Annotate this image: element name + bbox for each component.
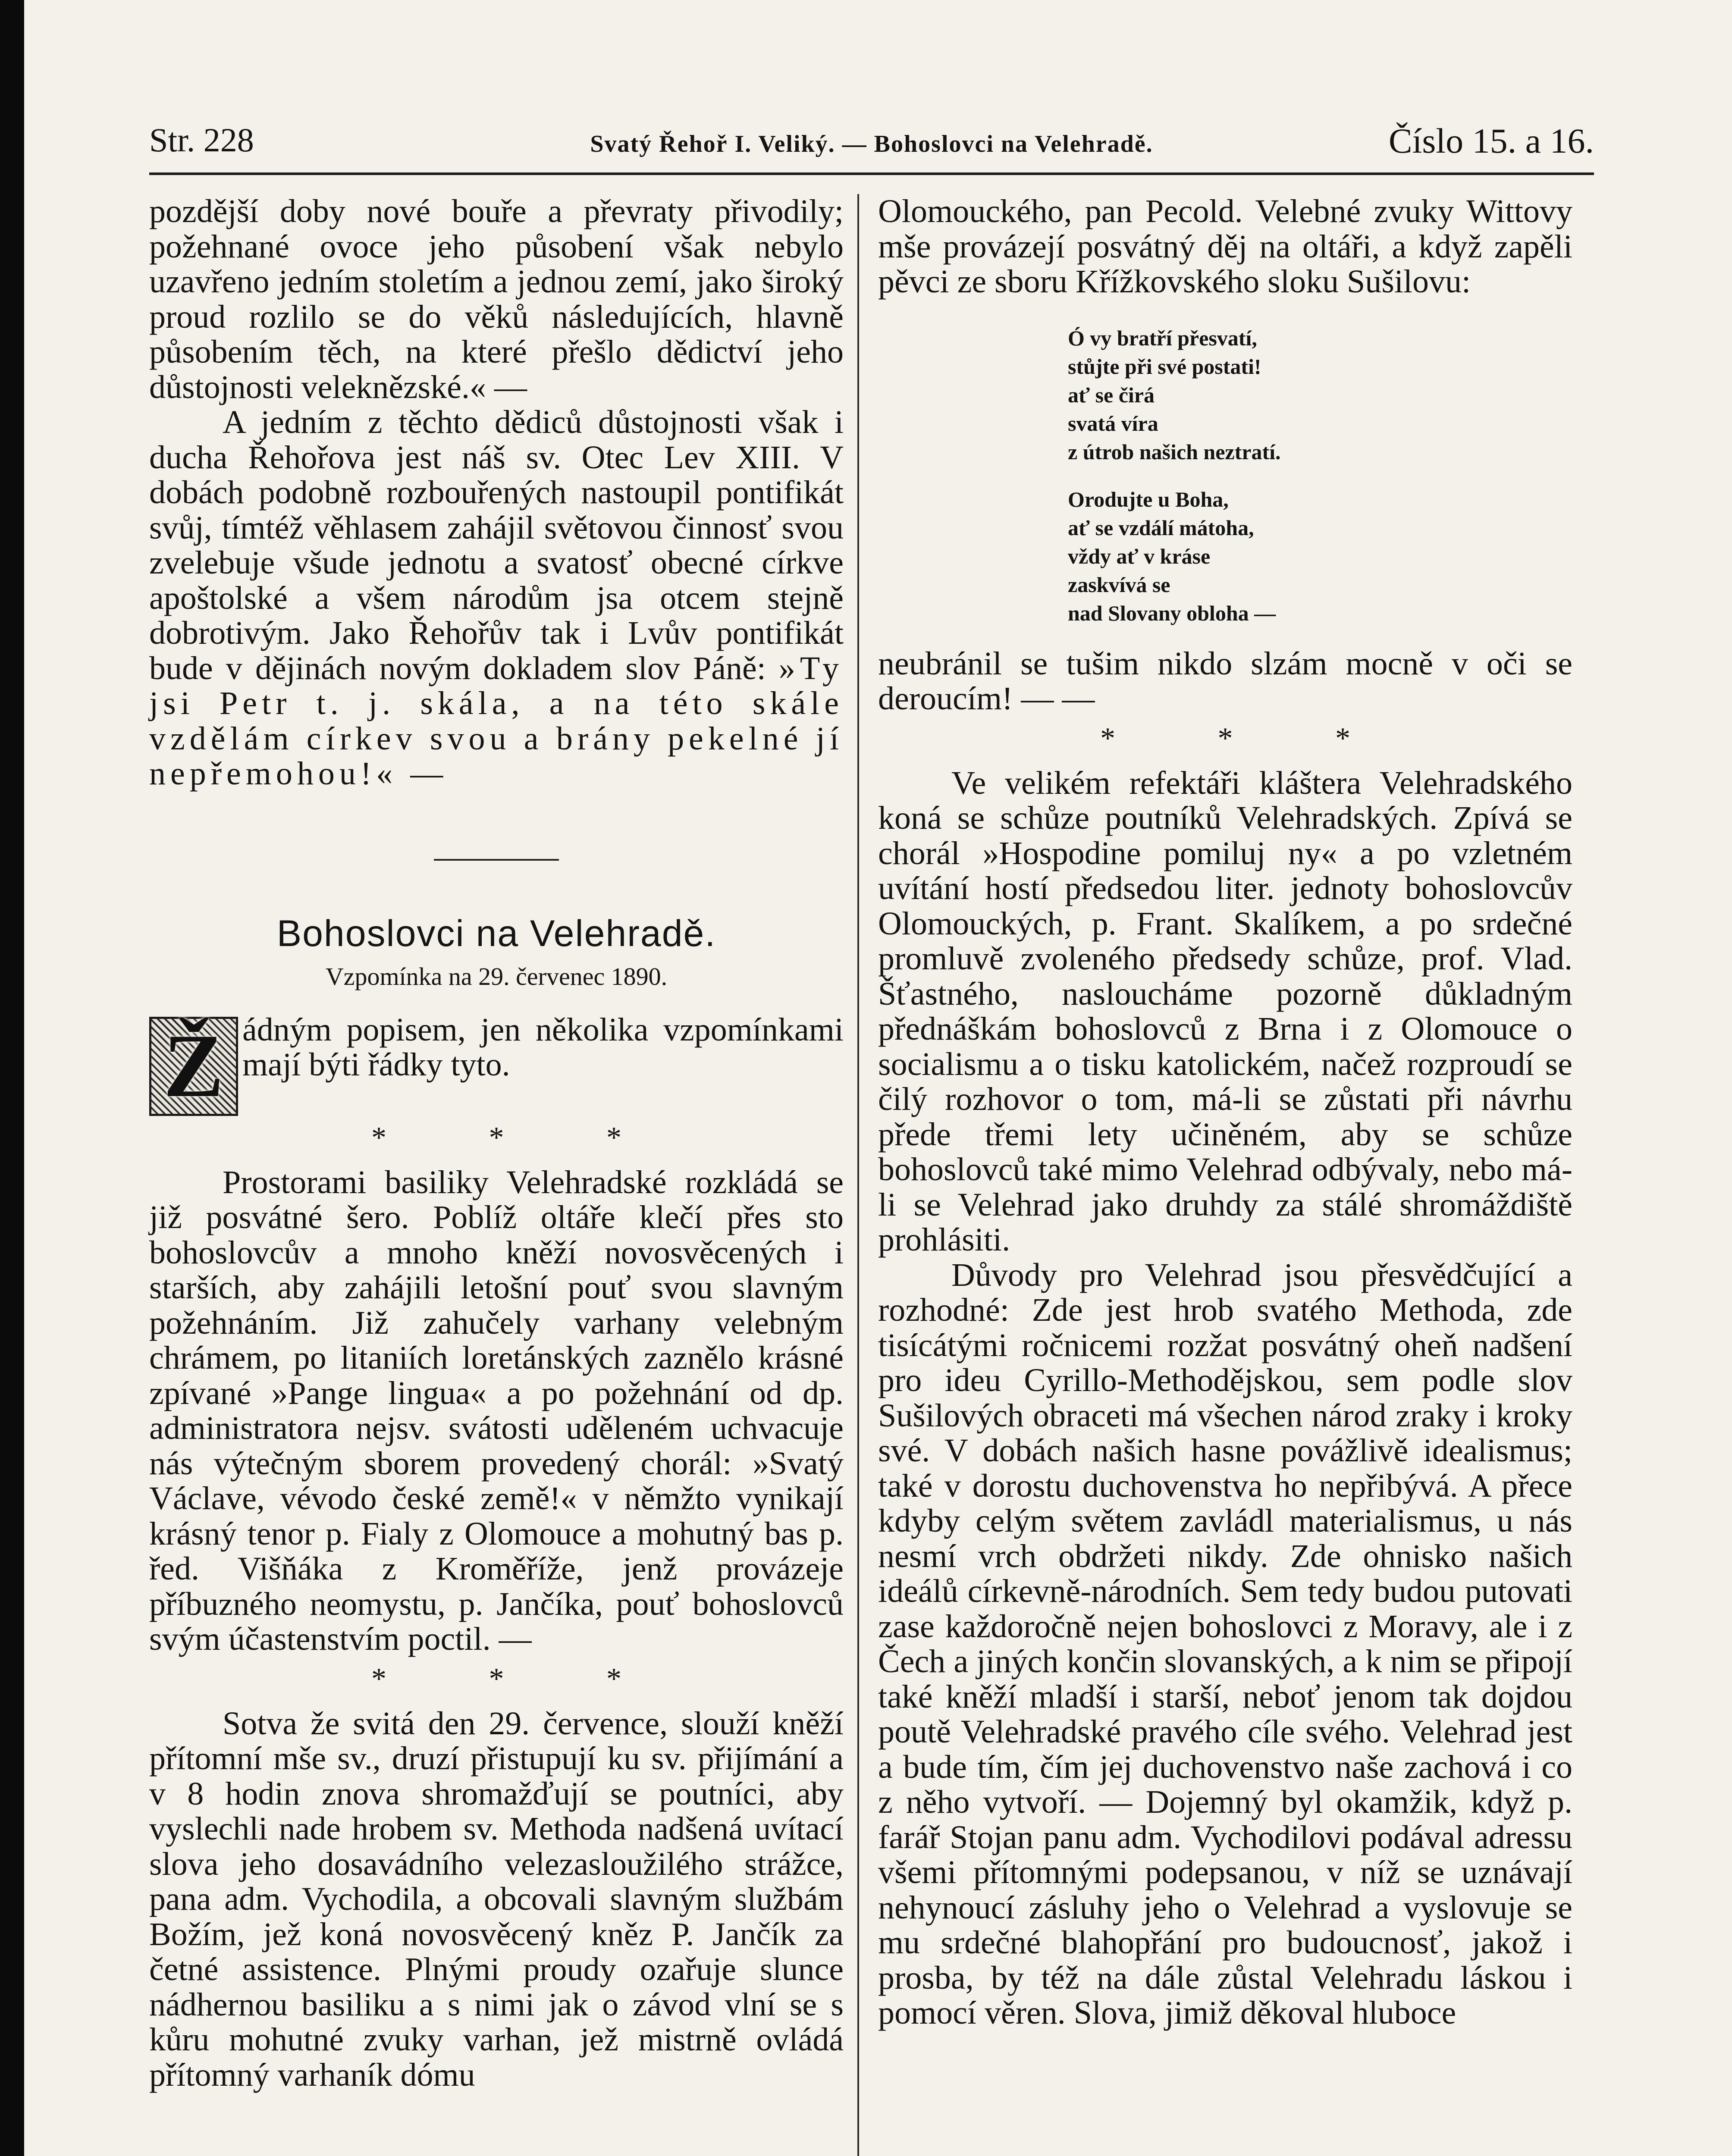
poem-line: vždy ať v kráse bbox=[1068, 544, 1211, 568]
paragraph: Důvody pro Velehrad jsou přesvědčující a rozhodné: Zde jest hrob svatého Methoda, zde tisícátými ročnicemi rozžat posvátný oheň nadšení pro ideu Cyrillo-Methodějskou, sem podle slov Sušilových obraceti má všechen národ zraky i kroky své. V dobách našich hasne povážlivě idealismus; také v dorostu duchovenstva ho nepřibývá. A přece kdyby celým světem zavládl materialismus, u nás nesmí vrch obdržeti nikdy. Zde ohnisko našich ideálů církevně-národních. Sem tedy budou putovati zase každoročně nejen bohoslovci z Moravy, ale i z Čech a jiných končin slovanských, a k nim se připojí také kněží mladší i starší, neboť jenom tak dojdou poutě Velehradské pravého cíle svého. Velehrad jest a bude tím, čím jej duchovenstvo naše zachová i co z něho vytvoří. — Dojemný byl okamžik, když p. farář Stojan panu adm. Vychodilovi podával adressu všemi přítomnými podepsanou, v níž se uznávají nehynoucí zásluhy jeho o Velehrad a vyslovuje se mu srdečné blahopřání pro budoucnosť, jakož i prosba, by též na dále zůstal Velehradu láskou i pomocí věren. Slova, jimiž děkoval hluboce bbox=[878, 1257, 1572, 2031]
poem-line: stůjte při své postati! bbox=[1068, 354, 1261, 379]
poem-line: zaskvívá se bbox=[1068, 572, 1170, 597]
page bbox=[24, 0, 1732, 2156]
paragraph: pozdější doby nové bouře a převraty přivodily; požehnané ovoce jeho působení však nebylo uzavřeno jedním stoletím a jednou zemí, jako široký proud rozlilo se do věků následujících, hlavně působením těch, na které přešlo dědictví jeho důstojnosti veleknězské.« — bbox=[149, 193, 844, 405]
paragraph: Prostorami basiliky Velehradské rozkládá se již posvátné šero. Poblíž oltáře klečí přes sto bohoslovcův a mnoho kněží novosvěcených i starších, aby zahájili letošní pouť svou slavným požehnáním. Již zahučely varhany velebným chrámem, po litaniích loretánských zaznělo krásné zpívané »Pange lingua« a po požehnání od dp. administratora nejsv. svátosti uděleném uchvacuje nás výtečným sborem provedený chorál: »Svatý Václave, vévodo české země!« v němžto vynikají krásný tenor p. Fialy z Olomouce a mohutný bas p. řed. Višňáka z Kroměříže, jenž provázeje příbuzného neomystu, p. Jančíka, pouť bohoslovců svým účastenstvím poctil. — bbox=[149, 1164, 844, 1657]
paragraph: Ve velikém refektáři kláštera Velehradského koná se schůze poutníků Velehradských. Zpívá se chorál »Hospodine pomiluj ny« a po vzletném uvítání hostí předsedou liter. jednoty bohoslovcův Olomouckých, p. Frant. Skalíkem, a po srdečné promluvě zvoleného předsedy schůze, prof. Vlad. Šťastného, nasloucháme pozorně důkladným přednáškám bohoslovců z Brna i z Olomouce o socialismu a o tisku katolickém, načež rozproudí se čilý rozhovor o tom, má-li se zůstati při návrhu přede třemi lety učiněném, aby se schůze bohoslovců také mimo Velehrad odbývaly, nebo má-li se Velehrad jako druhdy za stálé shromáždiště prohlásiti. bbox=[878, 765, 1572, 1258]
issue-number: Číslo 15. a 16. bbox=[1388, 121, 1594, 160]
scripture-quote: »Ty jsi Petr t. j. skála, a na této skále vzdělám církev svou a brány pekelné jí nepřemohou!« — bbox=[149, 650, 844, 792]
section-divider bbox=[434, 859, 559, 861]
poem-line: Orodujte u Boha, bbox=[1068, 487, 1229, 511]
left-column bbox=[149, 194, 844, 2093]
ornamental-initial: Ž bbox=[149, 1017, 238, 1116]
paragraph bbox=[149, 405, 844, 792]
poem-line: svatá víra bbox=[1068, 411, 1158, 436]
asterism: * * * bbox=[371, 1662, 669, 1695]
poem bbox=[1068, 324, 1572, 627]
poem-stanza bbox=[1068, 485, 1572, 627]
page-number: Str. 228 bbox=[149, 121, 254, 159]
paragraph: Olomouckého, pan Pecold. Velebné zvuky Wittovy mše provázejí posvátný děj na oltáři, a když zapěli pěvci ze sboru Křížkovského sloku Sušilovu: bbox=[878, 193, 1572, 300]
column-rule bbox=[857, 194, 859, 2156]
poem-line: nad Slovany obloha — bbox=[1068, 601, 1276, 625]
paragraph: Sotva že svitá den 29. července, slouží kněží přítomní mše sv., druzí přistupují ku sv. přijímání a v 8 hodin znova shromažďují se poutníci, aby vyslechli nade hrobem sv. Methoda nadšená uvítací slova jeho dosavádního velezasloužilého strážce, pana adm. Vychodila, a obcovali slavným službám Božím, jež koná novosvěcený kněz P. Jančík za četné assistence. Plnými proudy ozařuje slunce nádhernou basiliku a s nimi jak o závod vlní se s kůru mohutné zvuky varhan, jež mistrně ovládá přítomný varhaník dómu bbox=[149, 1705, 844, 2093]
intro-block bbox=[149, 1012, 844, 1116]
article-title: Bohoslovci na Velehradě. bbox=[276, 912, 716, 954]
asterism: * * * bbox=[1100, 721, 1398, 755]
poem-line: z útrob našich neztratí. bbox=[1068, 439, 1281, 464]
intro-text: ádným popisem, jen několika vzpomínkami mají býti řádky tyto. bbox=[242, 1011, 844, 1083]
right-column bbox=[878, 194, 1572, 2031]
paragraph-text: A jedním z těchto dědiců důstojnosti však i ducha Řehořova jest náš sv. Otec Lev XIII. V dobách podobně rozbouřených nastoupil pontifikát svůj, tímtéž věhlasem zahájil světovou činnosť svou zvelebuje všude jednotu a svatosť obecné církve apoštolské a všem národům jsa otcem stejně dobrotivým. Jako Řehořův tak i Lvův pontifikát bude v dějinách novým dokladem slov Páně: bbox=[149, 404, 844, 686]
article-subtitle: Vzpomínka na 29. červenec 1890. bbox=[325, 962, 668, 990]
paragraph: neubránil se tušim nikdo slzám mocně v oči se deroucím! — — bbox=[878, 645, 1572, 717]
running-header bbox=[149, 108, 1594, 175]
poem-line: ať se čirá bbox=[1068, 382, 1155, 407]
asterism: * * * bbox=[371, 1121, 669, 1154]
poem-line: Ó vy bratří přesvatí, bbox=[1068, 326, 1257, 350]
running-title: Svatý Řehoř I. Veliký. — Bohoslovci na Velehradě. bbox=[590, 131, 1153, 157]
poem-stanza bbox=[1068, 324, 1572, 466]
poem-line: ať se vzdálí mátoha, bbox=[1068, 515, 1254, 540]
